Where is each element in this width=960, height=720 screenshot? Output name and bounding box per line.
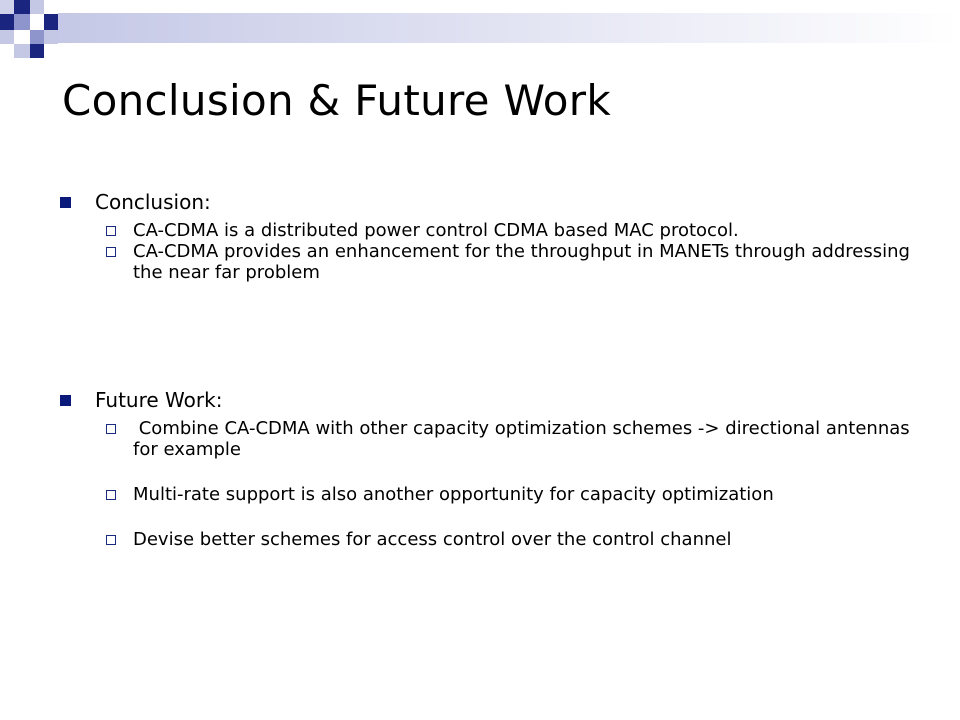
- deco-square: [44, 0, 58, 14]
- square-bullet-icon: [60, 197, 71, 208]
- deco-square: [14, 0, 30, 14]
- deco-square: [44, 30, 58, 44]
- list-item-text: CA-CDMA provides an enhancement for the throughput in MANETs through addressing the near far problem: [133, 241, 910, 283]
- list-item-text: Multi-rate support is also another opportunity for capacity optimization: [133, 484, 774, 505]
- section-conclusion: [60, 188, 920, 283]
- hollow-square-bullet-icon: [106, 490, 116, 500]
- future-work-list: [106, 418, 920, 550]
- list-item: [106, 220, 920, 241]
- list-item-text: Devise better schemes for access control over the control channel: [133, 529, 732, 550]
- deco-square: [0, 14, 14, 30]
- heading-text: Future Work:: [95, 388, 223, 412]
- slide-title: Conclusion & Future Work: [62, 76, 611, 125]
- hollow-square-bullet-icon: [106, 247, 116, 257]
- heading-text: Conclusion:: [95, 190, 211, 214]
- deco-square: [30, 44, 44, 58]
- list-item: [106, 418, 920, 460]
- list-item-text: Combine CA-CDMA with other capacity optimization schemes -> directional antennas for example: [133, 418, 916, 460]
- hollow-square-bullet-icon: [106, 226, 116, 236]
- header-decoration: [0, 0, 960, 60]
- list-item-text: CA-CDMA is a distributed power control CDMA based MAC protocol.: [133, 220, 739, 241]
- hollow-square-bullet-icon: [106, 424, 116, 434]
- deco-square: [30, 0, 44, 14]
- deco-square: [30, 30, 44, 44]
- deco-square: [0, 0, 14, 14]
- header-gradient-bar: [58, 13, 960, 43]
- section-heading-conclusion: [60, 188, 920, 216]
- deco-square: [44, 14, 58, 30]
- deco-square: [14, 44, 30, 58]
- deco-square: [14, 30, 30, 44]
- square-bullet-icon: [60, 395, 71, 406]
- section-heading-future-work: [60, 386, 920, 414]
- deco-square: [30, 14, 44, 30]
- section-future-work: [60, 386, 920, 550]
- list-item: [106, 529, 920, 550]
- deco-square: [14, 14, 30, 30]
- hollow-square-bullet-icon: [106, 535, 116, 545]
- conclusion-list: [106, 220, 920, 283]
- list-item: [106, 484, 920, 505]
- list-item: [106, 241, 920, 283]
- deco-square: [0, 30, 14, 44]
